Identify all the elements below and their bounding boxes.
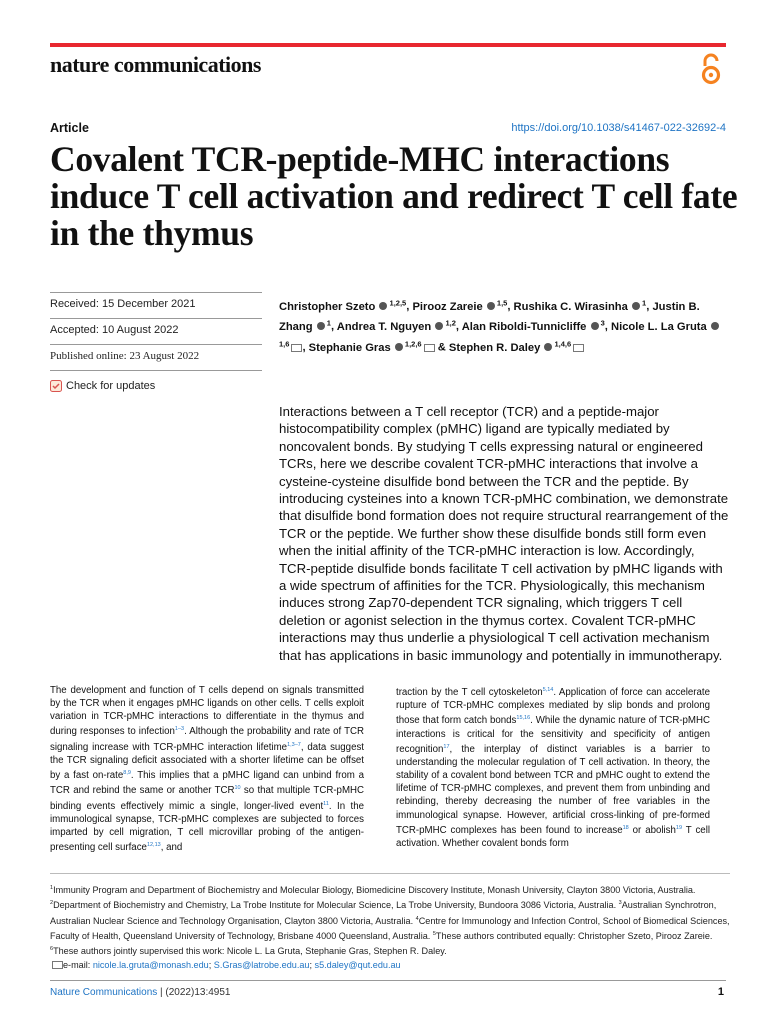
author-name: Christopher Szeto: [279, 300, 379, 313]
open-access-icon: [699, 52, 723, 86]
doi-link[interactable]: https://doi.org/10.1038/s41467-022-32692-4: [511, 122, 726, 134]
footer-citation: [50, 987, 230, 998]
reference-link[interactable]: 10: [234, 785, 241, 792]
email-icon[interactable]: [424, 344, 435, 352]
reference-link[interactable]: 19: [675, 824, 683, 831]
email-icon: [52, 961, 63, 969]
author-affiliation: 1,6: [279, 339, 290, 349]
affiliation-list: $^1$Immunity Program and Department of Biochemistry and Molecular Biology, Biomedicine Discovery Institute, Monash University, Clayton 3800 Victoria, Australia. $^2$Department of Biochemistry and Chemistry, La Trobe Institute for Molecular Science, La Trobe University, Bundoora 3086 Victoria, Australia. $^3$Australian Synchrotron, Australian Nuclear Science and Technology Organisation, Clayton 3800 Victoria, Australia. $^4$Centre for Immunology and Infection Control, School of Biomedical Sciences, Faculty of Health, Queensland University of Technology, Brisbane 4000 Queensland, Australia. $^5$These authors contributed equally: Christopher Szeto, Pirooz Zareie. $^6$These authors jointly supervised this work: Nicole L. La Gruta, Stephanie Gras, Stephen R. Daley.: [50, 885, 730, 957]
orcid-icon[interactable]: [591, 322, 599, 330]
reference-link[interactable]: 8,9: [123, 770, 131, 777]
affiliation-number: 2: [50, 900, 54, 907]
reference-link[interactable]: 17: [443, 743, 450, 750]
author-name: Stephen R. Daley: [448, 342, 544, 355]
reference-link[interactable]: 18: [622, 824, 629, 831]
affiliation-number: 1: [50, 885, 54, 891]
reference-link[interactable]: 12,13: [146, 842, 161, 849]
author-affiliation: 1,5: [494, 298, 508, 307]
author-list: Christopher Szeto $^{1,2,5}$, Pirooz Zareie $^{1,5}$, Rushika C. Wirasinha $^1$, Justin B. Zhang $^1$, Andrea T. Nguyen $^{1,2}$, Alan Riboldi-Tunnicliffe $^3$, Nicole L. La Gruta $^{1,6}$ , Stephanie Gras $^{1,2,6}$ & Stephen R. Daley $^{1,4,6}$: [279, 295, 729, 357]
orcid-icon[interactable]: [487, 302, 495, 310]
reference-link[interactable]: 11: [323, 800, 329, 807]
author-name: Nicole L. La Gruta: [611, 320, 710, 333]
author-name: Stephanie Gras: [308, 342, 394, 355]
email-list: nicole.la.gruta@monash.edu; S.Gras@latrobe.edu.au; s5.daley@qut.edu.au: [92, 959, 401, 970]
affiliation-number: 5: [432, 930, 436, 937]
author-affiliation: 3: [598, 318, 605, 328]
author-affiliation: 1: [639, 298, 647, 307]
author-name: Andrea T. Nguyen: [336, 320, 435, 333]
journal-name[interactable]: nature communications: [50, 52, 261, 77]
author[interactable]: [448, 339, 584, 355]
affiliation-number: 6: [50, 946, 54, 953]
reference-link[interactable]: 1,3–7: [287, 741, 301, 748]
affiliations: [50, 873, 730, 972]
footer-volume: | (2022)13:4951: [157, 987, 231, 998]
author[interactable]: [279, 298, 407, 313]
check-updates-label: Check for updates: [66, 380, 156, 392]
orcid-icon[interactable]: [632, 302, 640, 310]
received-date: Received: 15 December 2021: [50, 292, 262, 318]
author-name: Justin B. Zhang: [279, 300, 700, 333]
author[interactable]: [461, 318, 605, 333]
orcid-icon[interactable]: [395, 343, 403, 351]
author[interactable]: [308, 339, 435, 355]
body-text-right: traction by the T cell cytoskeleton$^{5,14}$. Application of force can accelerate rupture of TCR-pMHC complexes mediated by slip bonds and prolong those that form catch bonds$^{15,16}$. While the dynamic nature of TCR-pMHC interactions is critical for the sensitivity and specificity of antigen recognition$^{17}$, the interplay of distinct variables is a barrier to understanding the molecular regulation of T cell activation. In theory, the stability of a covalent bond between TCR and pMHC ought to extend the lifetime of TCR-pMHC complexes, and prevent them from unbinding and rebinding, thereby decreasing the number of free variables in the immunological synapse. However, artificial cross-linking of pre-formed TCR-pMHC complexes has been found to increase$^{18}$ or abolish$^{19}$ T cell activation. Whether covalent bonds form: [396, 687, 710, 849]
affiliation-number: 3: [618, 900, 622, 907]
email-link[interactable]: S.Gras@latrobe.edu.au: [213, 959, 310, 970]
author[interactable]: [412, 298, 508, 313]
orcid-icon[interactable]: [317, 322, 325, 330]
author-affiliation: 1,2,5: [387, 298, 407, 307]
header-rule: [50, 43, 726, 47]
footer-journal-link[interactable]: Nature Communications: [50, 987, 158, 998]
orcid-icon[interactable]: [711, 322, 719, 330]
published-date: Published online: 23 August 2022: [50, 344, 262, 370]
author-name: Pirooz Zareie: [412, 300, 486, 313]
author-name: Alan Riboldi-Tunnicliffe: [461, 320, 590, 333]
check-updates-button[interactable]: [50, 370, 262, 396]
author-affiliation: 1: [324, 318, 331, 328]
body-text-left: The development and function of T cells depend on signals transmitted by the TCR when it engages pMHC ligands on other cells. T cells exploit variation in TCR-pMHC interactions to differentiate in the thymus and during responses to infection$^{1-3}$. Although the probability and rate of TCR signaling increase with TCR-pMHC interaction lifetime$^{1,3-7}$, data suggest the TCR signaling deficit associated with a shorter lifetime can be offset by a fast on-rate$^{8,9}$. This implies that a pMHC ligand can unbind from a TCR and rebind the same or another TCR$^{10}$ so that multiple TCR-pMHC binding events effectively mimic a single, longer-lived event$^{11}$. In the immunological synapse, TCR-pMHC complexes are subjected to forces imparted by cell migration, T cell microvillar probing of the antigen-presenting cell surface$^{12,13}$, and: [50, 685, 364, 854]
article-dates: [50, 292, 262, 396]
reference-link[interactable]: 1–3: [174, 726, 185, 733]
email-icon[interactable]: [573, 344, 584, 352]
article-title: Covalent TCR-peptide-MHC interactions induce T cell activation and redirect T cell fate in the thymus: [50, 139, 738, 253]
abstract: Interactions between a T cell receptor (TCR) and a peptide-major histocompatibility complex (pMHC) ligand are typically mediated by noncovalent bonds. By studying T cells expressing natural or engineered TCRs, here we describe covalent TCR-pMHC interactions that involve a cysteine-cysteine disulfide bond between the TCR and the peptide. By introducing cysteines into a known TCR-pMHC combination, we demonstrate that disulfide bond formation does not require structural rearrangement of the TCR or the peptide. We further show these disulfide bonds still form even when the initial affinity of the TCR-pMHC interaction is low. Accordingly, TCR-peptide disulfide bonds facilitate T cell activation by pMHC ligands with a wide spectrum of affinities for the TCR. Physiologically, this mechanism induces strong Zap70-dependent TCR signaling, which triggers T cell deletion or agonist selection in the thymus cortex. Covalent TCR-pMHC interactions may thus underlie a physiological T cell activation mechanism that has applications in basic immunology and potentially in immunotherapy.: [279, 404, 729, 663]
email-label: e-mail:: [63, 959, 93, 970]
email-link[interactable]: s5.daley@qut.edu.au: [314, 959, 401, 970]
email-line: [50, 959, 730, 972]
footer-rule: [50, 980, 726, 981]
page-number: 1: [717, 986, 724, 998]
author[interactable]: [513, 298, 647, 313]
author-name: Rushika C. Wirasinha: [513, 300, 631, 313]
affiliation-number: 4: [415, 915, 419, 922]
accepted-date: Accepted: 10 August 2022: [50, 318, 262, 344]
author-affiliation: 1,2,6: [402, 339, 422, 349]
email-icon[interactable]: [291, 344, 302, 352]
email-link[interactable]: nicole.la.gruta@monash.edu: [92, 959, 209, 970]
reference-link[interactable]: 5,14: [542, 687, 554, 693]
author-affiliation: 1,2: [443, 318, 456, 328]
reference-link[interactable]: 15,16: [516, 715, 531, 722]
check-updates-icon: [50, 380, 62, 392]
author[interactable]: [336, 318, 456, 333]
author-affiliation: 1,4,6: [552, 339, 572, 349]
article-type: Article: [50, 121, 89, 135]
